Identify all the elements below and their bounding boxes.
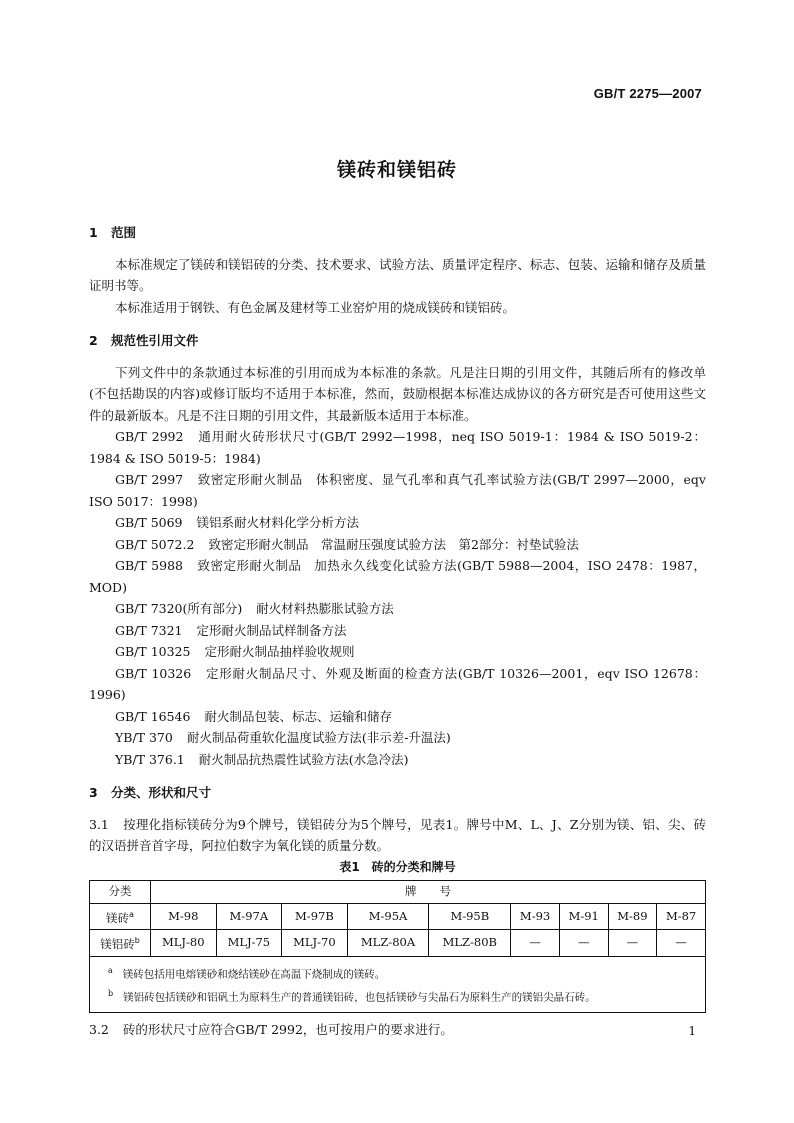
table-cell: MLJ-70 <box>282 930 348 956</box>
reference-code: GB/T 5069 <box>115 515 183 530</box>
section-number: 1 <box>89 225 98 240</box>
reference-item <box>89 598 706 620</box>
reference-item <box>89 706 706 728</box>
grade-table <box>89 880 706 1013</box>
clause-3-2 <box>89 1019 706 1041</box>
table-caption: 表1 砖的分类和牌号 <box>339 859 456 874</box>
section-number: 2 <box>89 333 98 348</box>
clause-text: 砖的形状尺寸应符合GB/T 2992，也可按用户的要求进行。 <box>122 1021 453 1037</box>
paragraph: 下列文件中的条款通过本标准的引用而成为本标准的条款。凡是注日期的引用文件，其随后所有的修改单(不包括勘误的内容)或修订版均不适用于本标准，然而，鼓励根据本标准达成协议的各方研究是否可使用这些文件的最新版本。凡是不注日期的引用文件，其最新版本适用于本标准。 <box>89 364 706 423</box>
reference-code: GB/T 5988 <box>115 558 183 573</box>
table-cell: MLJ-80 <box>151 930 217 956</box>
section-1-heading <box>89 222 706 244</box>
paragraph: 本标准规定了镁砖和镁铝砖的分类、技术要求、试验方法、质量评定程序、标志、包装、运输和储存及质量证明书等。 <box>89 256 706 293</box>
table-cell: M-98 <box>151 904 217 930</box>
table-cell: — <box>657 930 706 956</box>
reference-code: GB/T 10326 <box>115 665 192 681</box>
table-notes <box>90 956 706 1012</box>
section-title: 范围 <box>111 225 137 240</box>
reference-item <box>89 620 706 642</box>
table-cell: M-91 <box>559 904 608 930</box>
section-number: 3 <box>89 785 98 800</box>
table-row-label: 镁砖$^a$ <box>90 904 151 930</box>
reference-title: 定形耐火制品抽样验收规则 <box>204 644 355 659</box>
reference-title: 耐火制品抗热震性试验方法(水急冷法) <box>198 751 409 767</box>
reference-title: 镁铝系耐火材料化学分析方法 <box>196 515 360 530</box>
reference-item <box>89 469 706 512</box>
reference-code: GB/T 2992 <box>115 429 184 444</box>
reference-code: GB/T 10325 <box>115 644 191 659</box>
reference-code: GB/T 5072.2 <box>115 536 195 552</box>
reference-title: 耐火制品包装、标志、运输和储存 <box>204 708 392 724</box>
reference-code: GB/T 7320(所有部分) <box>115 601 243 616</box>
reference-item <box>89 426 706 469</box>
document-title: 镁砖和镁铝砖 <box>336 159 457 181</box>
table-row-label: 镁铝砖$^b$ <box>90 930 151 956</box>
reference-code: YB/T 376.1 <box>115 751 185 767</box>
reference-item <box>89 641 706 663</box>
reference-item <box>89 727 706 749</box>
reference-title: 定形耐火制品尺寸、外观及断面的检查方法(GB/T 10326—2001，eqv ISO 12678：1996) <box>89 665 706 702</box>
reference-title: 耐火制品荷重软化温度试验方法(非示差-升温法) <box>186 730 451 745</box>
table-cell: M-95A <box>347 904 429 930</box>
table-header-category: 分类 <box>90 881 151 904</box>
table-cell: MLZ-80B <box>429 930 511 956</box>
reference-item <box>89 512 706 534</box>
table-note: $^b$ 镁铝砖包括镁砂和铝矾土为原料生产的普通镁铝砖，也包括镁砂与尖晶石为原料生产的镁铝尖晶石砖。 <box>108 989 596 1004</box>
table-cell: — <box>511 930 560 956</box>
paragraph: 本标准适用于钢铁、有色金属及建材等工业窑炉用的烧成镁砖和镁铝砖。 <box>115 299 516 315</box>
table-cell: MLZ-80A <box>347 930 429 956</box>
table-cell: — <box>559 930 608 956</box>
table-row <box>90 904 706 930</box>
table-cell: M-97A <box>216 904 282 930</box>
standard-code: GB/T 2275—2007 <box>593 86 702 101</box>
section-3-heading <box>89 782 706 804</box>
table-row <box>90 930 706 956</box>
reference-item <box>89 663 706 706</box>
table-cell: — <box>608 930 657 956</box>
reference-title: 致密定形耐火制品 常温耐压强度试验方法 第2部分：衬垫试验法 <box>208 536 579 552</box>
table-header-grade: 牌 号 <box>151 881 706 904</box>
reference-title: 通用耐火砖形状尺寸(GB/T 2992—1998，neq ISO 5019-1：1984 & ISO 5019-2：1984 & ISO 5019-5：1984) <box>89 429 706 466</box>
clause-text: 按理化指标镁砖分为9个牌号，镁铝砖分为5个牌号，见表1。牌号中M、L、J、Z分别为镁、铝、尖、砖的汉语拼音首字母，阿拉伯数字为氧化镁的质量分数。 <box>89 816 706 853</box>
clause-number: 3.1 <box>89 816 109 832</box>
section-title: 分类、形状和尺寸 <box>111 785 212 800</box>
table-cell: MLJ-75 <box>216 930 282 956</box>
table-note: $^a$ 镁砖包括用电熔镁砂和烧结镁砂在高温下烧制成的镁砖。 <box>108 965 386 981</box>
reference-title: 致密定形耐火制品 体积密度、显气孔率和真气孔率试验方法(GB/T 2997—2000，eqv ISO 5017：1998) <box>89 472 706 509</box>
page-number: 1 <box>688 1024 696 1038</box>
table-cell: M-87 <box>657 904 706 930</box>
document-body <box>89 222 706 1040</box>
reference-item <box>89 555 706 598</box>
table-cell: M-93 <box>511 904 560 930</box>
reference-title: 致密定形耐火制品 加热永久线变化试验方法(GB/T 5988—2004，ISO 2478：1987，MOD) <box>89 558 706 595</box>
section-title: 规范性引用文件 <box>111 333 199 348</box>
reference-code: GB/T 16546 <box>115 708 191 724</box>
reference-code: GB/T 7321 <box>115 622 183 638</box>
table-cell: M-97B <box>282 904 348 930</box>
reference-title: 定形耐火制品试样制备方法 <box>196 622 347 638</box>
reference-title: 耐火材料热膨胀试验方法 <box>256 601 394 616</box>
table-cell: M-89 <box>608 904 657 930</box>
reference-item <box>89 749 706 771</box>
reference-item <box>89 534 706 556</box>
reference-list <box>89 426 706 770</box>
clause-3-1 <box>89 814 706 857</box>
table-cell: M-95B <box>429 904 511 930</box>
section-2-heading <box>89 330 706 352</box>
reference-code: GB/T 2997 <box>115 472 184 487</box>
reference-code: YB/T 370 <box>115 730 173 745</box>
clause-number: 3.2 <box>89 1021 109 1037</box>
